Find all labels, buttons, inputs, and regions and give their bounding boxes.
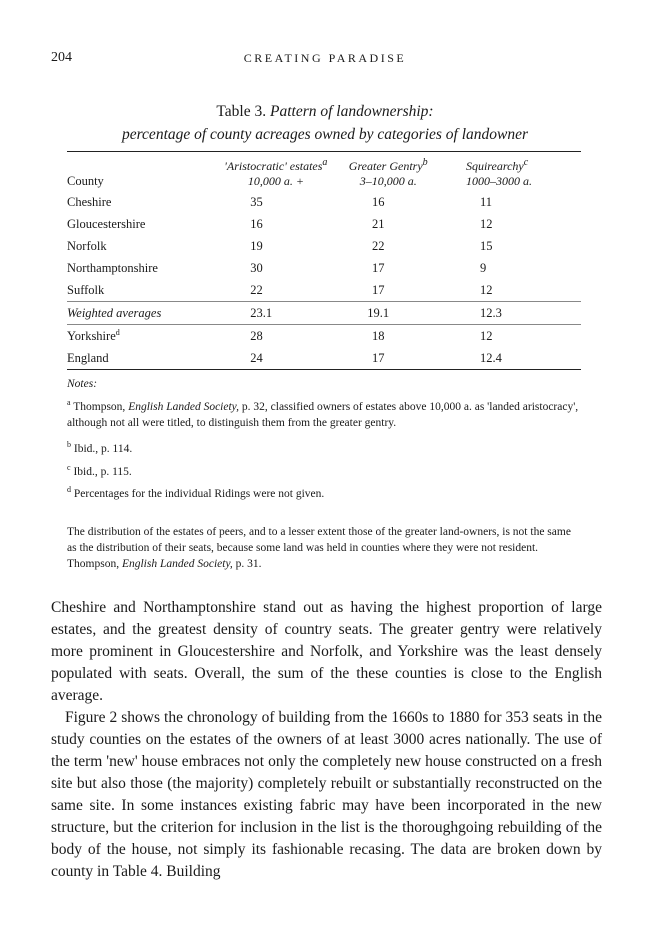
cell-gentry: 18 (371, 328, 385, 343)
table-row-yorkshire (67, 325, 581, 348)
yorkshire-sup: d (115, 327, 120, 337)
note-a-text: p. 32, classified owners of estates above 10,000 a. as 'landed aristocracy', although not all were titled, to distinguish them from the greater gentry. (67, 400, 579, 429)
table-row (67, 235, 581, 257)
page-number: 204 (51, 50, 72, 65)
cell-gentry: 22 (371, 238, 385, 253)
note-c-text: Ibid., p. 115. (73, 465, 132, 478)
cell-aristocratic: 22 (250, 282, 263, 297)
note-d-text: Percentages for the individual Ridings were not given. (73, 488, 325, 501)
header-gentry-sup: b (422, 157, 428, 168)
header-gentry-label: Greater Gentry (348, 159, 423, 173)
distribution-note-page: p. 31. (235, 558, 262, 570)
header-gentry-range: 3–10,000 a. (359, 174, 417, 188)
header-aristocratic-range: 10,000 a. + (247, 174, 304, 188)
note-a-book: English Landed Society, (128, 400, 240, 413)
table-caption-label: Table 3. (216, 103, 267, 120)
cell-gentry: 19.1 (332, 302, 443, 325)
note-c (67, 460, 581, 480)
cell-aristocratic: 30 (250, 260, 263, 275)
cell-aristocratic: 35 (250, 194, 263, 209)
header-squirearchy (444, 152, 581, 192)
table-row (67, 257, 581, 279)
cell-gentry: 21 (371, 216, 385, 231)
landownership-table (67, 151, 581, 370)
cell-squirearchy: 12.3 (444, 302, 581, 325)
cell-gentry: 17 (371, 282, 385, 297)
note-b-text: Ibid., p. 114. (73, 442, 133, 455)
note-d (67, 482, 581, 502)
header-gentry (332, 152, 443, 192)
table-row-england (67, 347, 581, 370)
distribution-note (67, 524, 581, 572)
note-b (67, 437, 581, 457)
body-paragraph-1: Cheshire and Northamptonshire stand out as having the highest proportion of large estates, and the greatest density of country seats. The greater gentry were relatively more prominent in Gloucestershire and Norfolk, and Yorkshire was the least densely populated with seats. Overall, the sum of the these counties is close to the English average. (51, 599, 602, 704)
cell-aristocratic: 19 (250, 238, 263, 253)
cell-aristocratic: 28 (250, 328, 263, 343)
note-a-author: Thompson, (73, 400, 126, 413)
note-b-marker: b (67, 439, 71, 449)
cell-squirearchy: 12 (479, 328, 493, 343)
cell-squirearchy: 11 (479, 194, 492, 209)
cell-squirearchy: 9 (479, 260, 487, 275)
cell-gentry: 17 (371, 260, 385, 275)
table-caption (0, 100, 650, 146)
table-caption-subtitle: percentage of county acreages owned by categories of landowner (121, 126, 529, 143)
cell-squirearchy: 12 (479, 282, 493, 297)
note-a (67, 395, 581, 431)
cell-county-name: Yorkshire (67, 329, 116, 344)
cell-county: Gloucestershire (67, 216, 146, 231)
note-d-marker: d (67, 485, 71, 495)
table-header-row (67, 152, 581, 192)
cell-squirearchy: 12.4 (444, 347, 581, 370)
note-c-marker: c (67, 462, 71, 472)
cell-county (67, 325, 219, 348)
note-a-marker: a (67, 398, 71, 407)
table-row (67, 279, 581, 302)
cell-squirearchy: 12 (479, 216, 493, 231)
header-aristocratic-label: 'Aristocratic' estates (224, 159, 323, 173)
table-row (67, 213, 581, 235)
cell-gentry: 16 (371, 194, 385, 209)
table-row-weighted-averages (67, 302, 581, 325)
body-paragraph-2: Figure 2 shows the chronology of building from the 1660s to 1880 for 353 seats in the study counties on the estates of the owners of at least 3000 acres nationally. The use of the term 'new' house embraces not only the completely new house constructed on a fresh site but also those (the majority) completely rebuilt or substantially reconstructed on the same site. In some instances existing fabric may have been incorporated in the new structure, but the criterion for inclusion in the list is the thoroughgoing rebuilding of the body of the house, not simply its fashionable recasing. The data are broken down by county in Table 4. Building (51, 709, 602, 880)
cell-county: Cheshire (67, 194, 112, 209)
cell-county: Suffolk (67, 282, 105, 297)
header-squirearchy-sup: c (523, 157, 529, 168)
cell-county: Weighted averages (67, 302, 219, 325)
table-caption-title: Pattern of landownership: (269, 103, 434, 120)
header-squirearchy-range: 1000–3000 a. (465, 174, 532, 188)
table-caption-line-1 (0, 100, 650, 123)
body-text (51, 597, 602, 883)
cell-squirearchy: 15 (479, 238, 493, 253)
distribution-note-book: English Landed Society, (121, 558, 233, 570)
cell-aristocratic: 23.1 (219, 302, 332, 325)
cell-county: England (67, 347, 219, 370)
header-aristocratic (219, 152, 332, 192)
notes-heading: Notes: (67, 378, 98, 390)
header-aristocratic-sup: a (322, 157, 328, 168)
running-head: CREATING PARADISE (243, 51, 407, 65)
table-row (67, 191, 581, 213)
distribution-note-text: The distribution of the estates of peers, and to a lesser extent those of the greater land-owners, is not the same as the distribution of their seats, because some land was held in counties where they were not resident. Thompson, (67, 526, 571, 570)
cell-county: Norfolk (67, 238, 107, 253)
header-county: County (67, 174, 104, 188)
cell-county: Northamptonshire (67, 260, 158, 275)
header-squirearchy-label: Squirearchy (465, 159, 524, 173)
cell-aristocratic: 24 (219, 347, 332, 370)
cell-aristocratic: 16 (250, 216, 263, 231)
cell-gentry: 17 (332, 347, 443, 370)
table-notes (67, 376, 581, 505)
